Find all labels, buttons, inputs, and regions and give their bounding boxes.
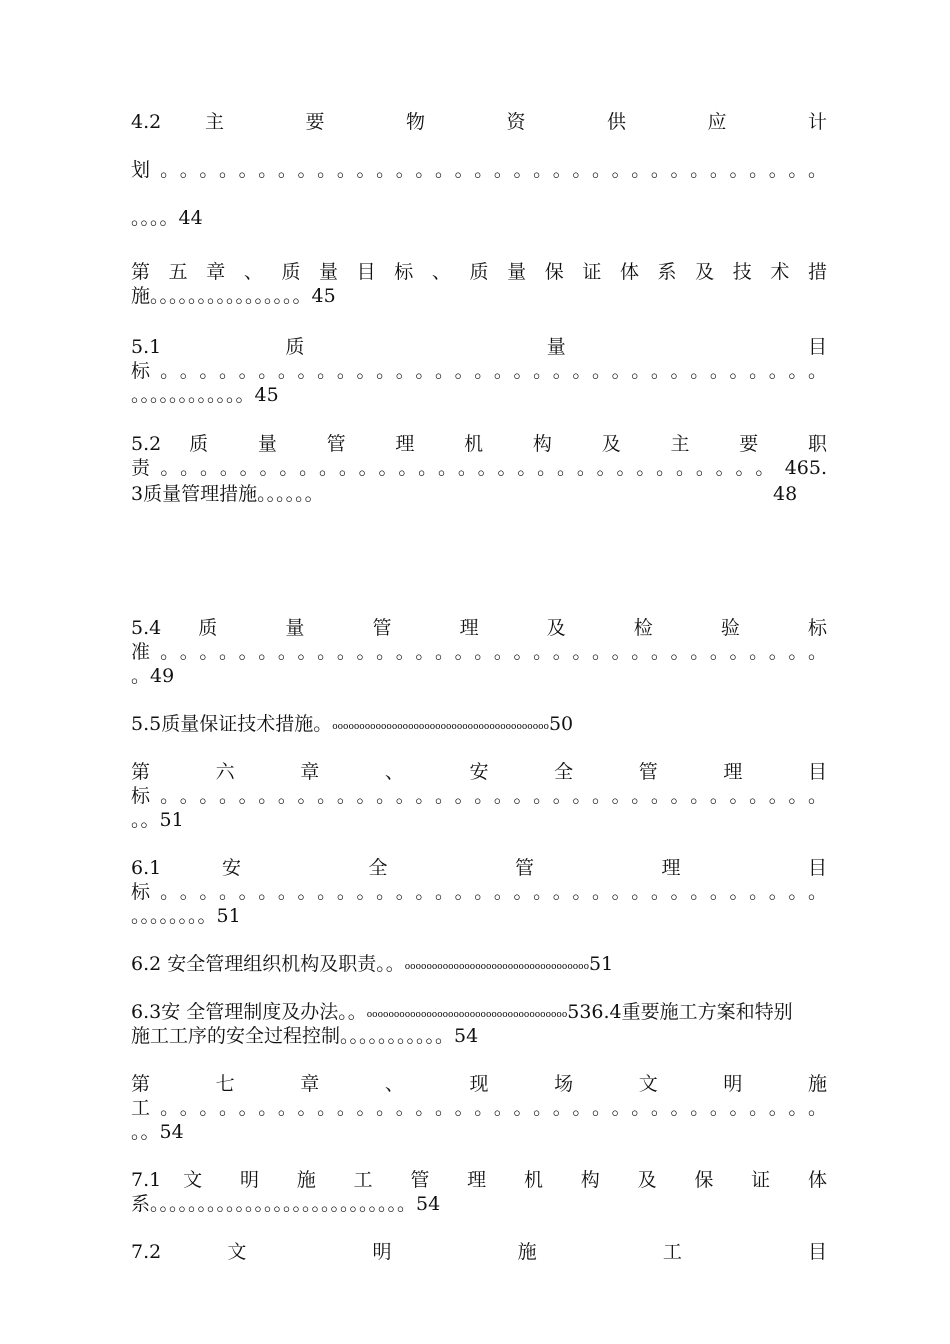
toc-line: [131, 712, 827, 736]
toc-line: 施。。。。。。。。。。。。。。。。45: [131, 285, 336, 307]
toc-line: 。49: [131, 665, 175, 687]
toc-line: 准。。。。。。。。。。。。。。。。。。。。。。。。。。。。。。。。。。: [131, 641, 827, 663]
toc-line: 5.4 质 量 管 理 及 检 验 标: [131, 617, 827, 639]
toc-line: 。。54: [131, 1121, 184, 1143]
toc-line: [131, 1000, 827, 1024]
toc-line: 6.1安 全 管 理 目: [131, 857, 827, 879]
toc-page-number: 51: [589, 953, 614, 975]
toc-line-text: 6.3安 全管理制度及办法。。: [131, 1001, 367, 1023]
toc-leader-dots: oooooooooooooooooooooooooooooooooo: [404, 962, 589, 972]
toc-line: 标。。。。。。。。。。。。。。。。。。。。。。。。。。。。。。。。。。: [131, 360, 827, 382]
toc-line-text: 5.5质量保证技术措施。: [131, 713, 333, 735]
toc-line: 7.1 文 明 施 工 管 理 机 构 及 保 证 体: [131, 1169, 827, 1191]
toc-line-text: 6.2 安全管理组织机构及职责。。: [131, 953, 405, 975]
toc-line: 。。51: [131, 809, 184, 831]
toc-line: 第 五 章 、 质 量 目 标 、 质 量 保 证 体 系 及 技 术 措: [131, 261, 827, 283]
toc-line: 标。。。。。。。。。。。。。。。。。。。。。。。。。。。。。。。。。。: [131, 881, 827, 903]
toc-line: 第 六 章 、 安 全 管 理 目: [131, 761, 827, 783]
toc-line: 划。。。。。。。。。。。。。。。。。。。。。。。。。。。。。。。。。。: [131, 159, 827, 181]
toc-line: 。。。。44: [131, 207, 203, 229]
toc-line: 5.1 质 量 目: [131, 336, 827, 358]
toc-line: 施工工序的安全过程控制。。。。。。。。。。。54: [131, 1025, 479, 1047]
toc-line: 。。。。。。。。。。。。45: [131, 384, 279, 406]
toc-line: [131, 952, 827, 976]
toc-page-number: 50: [548, 713, 574, 735]
toc-line: 。。。。。。。。51: [131, 905, 241, 927]
toc-line: 工。。。。。。。。。。。。。。。。。。。。。。。。。。。。。。。。。。: [131, 1097, 827, 1119]
toc-leader-dots: oooooooooooooooooooooooooooooooooooooooo: [332, 722, 549, 732]
toc-line: 4.2 主 要 物 资 供 应 计: [131, 111, 827, 133]
toc-line: 7.2 文 明 施 工 目: [131, 1241, 827, 1263]
toc-leader-dots: ooooooooooooooooooooooooooooooooooooo: [366, 1010, 568, 1020]
toc-line-text: 536.4重要施工方案和特别: [567, 1001, 793, 1023]
toc-page-number: 48: [773, 483, 798, 505]
toc-line: 5.2 质 量 管 理 机 构 及 主 要 职: [131, 433, 827, 455]
toc-line: 系。。。。。。。。。。。。。。。。。。。。。。。。。。。54: [131, 1193, 441, 1215]
toc-line: 责。。。。。。。。。。。。。。。。。。。。。。。。。。。。。。。465.: [131, 457, 827, 479]
toc-line: 3质量管理措施。。。。。。: [131, 483, 324, 505]
toc-line: 第 七 章 、 现 场 文 明 施: [131, 1073, 827, 1095]
toc-line: 标。。。。。。。。。。。。。。。。。。。。。。。。。。。。。。。。。。: [131, 785, 827, 807]
